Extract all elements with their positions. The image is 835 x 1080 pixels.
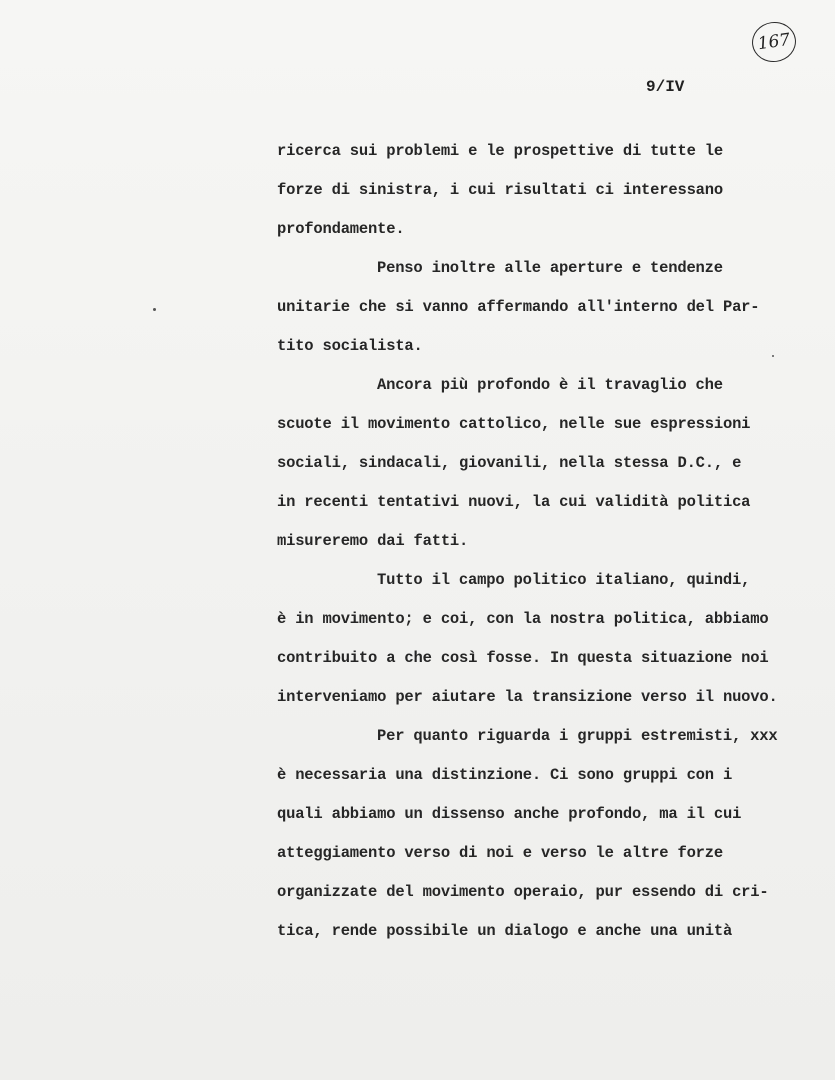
text-line: è in movimento; e coi, con la nostra politica, abbiamo [277, 610, 769, 628]
page-number: 9/IV [646, 78, 685, 96]
text-line: scuote il movimento cattolico, nelle sue espressioni [277, 415, 751, 433]
text-line: è necessaria una distinzione. Ci sono gruppi con i [277, 766, 733, 784]
text-line: tica, rende possibile un dialogo e anche una unità [277, 922, 733, 940]
text-line: Ancora più profondo è il travaglio che [377, 376, 723, 394]
text-line: interveniamo per aiutare la transizione verso il nuovo. [277, 688, 778, 706]
text-line: Penso inoltre alle aperture e tendenze [377, 259, 723, 277]
archive-page-number: 167 [749, 19, 798, 65]
text-line: quali abbiamo un dissenso anche profondo, ma il cui [277, 805, 742, 823]
text-line: unitarie che si vanno affermando all'interno del Par- [277, 298, 760, 316]
paper-speck [153, 308, 156, 311]
text-line: misureremo dai fatti. [277, 532, 469, 550]
body-text [277, 137, 822, 956]
text-line: Per quanto riguarda i gruppi estremisti, xxx [377, 727, 778, 745]
text-line: contribuito a che così fosse. In questa situazione noi [277, 649, 769, 667]
text-line: forze di sinistra, i cui risultati ci interessano [277, 181, 723, 199]
text-line: profondamente. [277, 220, 405, 238]
text-line: Tutto il campo politico italiano, quindi, [377, 571, 751, 589]
text-line: atteggiamento verso di noi e verso le altre forze [277, 844, 723, 862]
text-line: tito socialista. [277, 337, 423, 355]
text-line: organizzate del movimento operaio, pur essendo di cri- [277, 883, 769, 901]
text-line: in recenti tentativi nuovi, la cui validità politica [277, 493, 751, 511]
text-line: ricerca sui problemi e le prospettive di tutte le [277, 142, 723, 160]
text-line: sociali, sindacali, giovanili, nella stessa D.C., e [277, 454, 742, 472]
